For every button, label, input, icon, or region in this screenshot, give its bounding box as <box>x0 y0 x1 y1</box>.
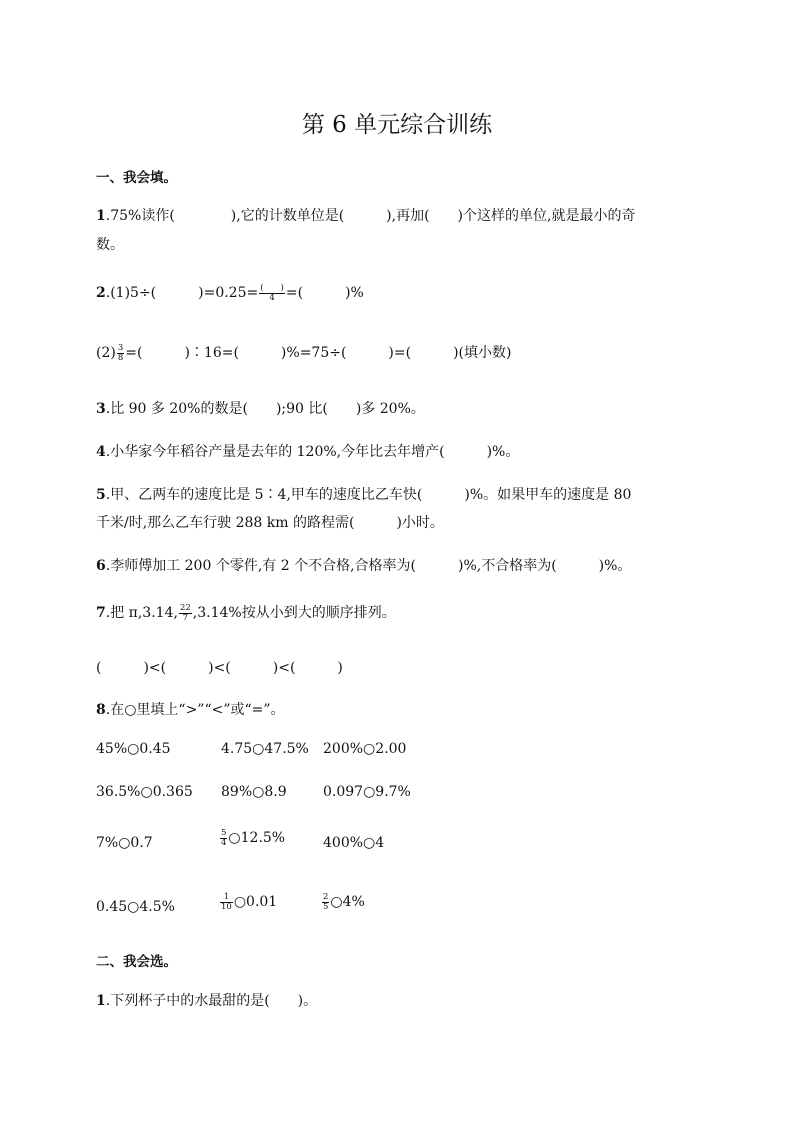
comparison-item: 4.75○47.5% <box>221 741 309 757</box>
question-8 <box>96 699 285 719</box>
section-heading-choose: 二、我会选。 <box>96 954 177 970</box>
fraction-numerator: 3 <box>117 343 124 353</box>
comparison-item <box>219 893 277 911</box>
fraction-numerator: ( ) <box>260 283 284 293</box>
question-5-line-2: 千米/时,那么乙车行驶 288 km 的路程需( )小时。 <box>96 515 444 531</box>
fraction <box>179 604 192 622</box>
comparison-item: 200%○2.00 <box>323 741 407 757</box>
comparison-text: ○4% <box>330 894 365 910</box>
question-text: ,3.14%按从小到大的顺序排列。 <box>192 605 396 621</box>
question-1-line-2: 数。 <box>96 237 124 253</box>
question-text: .甲、乙两车的速度比是 5∶4,甲车的速度比乙车快( )%。如果甲车的速度是 80 <box>105 487 632 503</box>
comparison-item: 0.45○4.5% <box>96 899 175 915</box>
question-text: .李师傅加工 200 个零件,有 2 个不合格,合格率为( )%,不合格率为( )%。 <box>105 558 632 574</box>
question-number: 5 <box>96 487 106 503</box>
question-number: 3 <box>96 401 106 417</box>
fraction-denominator: 4 <box>269 292 275 303</box>
fraction <box>259 284 285 302</box>
question-2-part-2 <box>96 342 511 362</box>
question-number: 4 <box>96 444 106 460</box>
question-3 <box>96 398 425 418</box>
question-number: 7 <box>96 605 106 621</box>
question-text: =( )% <box>285 285 364 301</box>
question-5-line-1 <box>96 484 631 504</box>
fraction-denominator: 5 <box>323 901 329 912</box>
question-text: .(1)5÷( )=0.25= <box>105 285 259 301</box>
question-6 <box>96 555 631 575</box>
fraction-denominator: 10 <box>221 901 232 912</box>
fraction <box>220 829 227 847</box>
fraction-numerator: 2 <box>323 892 329 902</box>
question-number: 6 <box>96 558 106 574</box>
comparison-text: ○12.5% <box>228 830 286 846</box>
question-1-line-1 <box>96 205 635 225</box>
question-7 <box>96 602 396 622</box>
question-text: .小华家今年稻谷产量是去年的 120%,今年比去年增产( )%。 <box>105 444 520 460</box>
fraction-numerator: 5 <box>221 828 227 838</box>
fraction <box>117 344 124 362</box>
page-title: 第 6 单元综合训练 <box>301 112 493 138</box>
question-2-part-1 <box>96 282 364 302</box>
question-4 <box>96 441 519 461</box>
comparison-item <box>321 893 365 911</box>
question-text: .把 π,3.14, <box>105 605 178 621</box>
question-text: =( )∶16=( )%=75÷( )=( )(填小数) <box>125 345 512 361</box>
question-text: (2) <box>96 345 116 361</box>
question-7-answer-line: ( )<( )<( )<( ) <box>96 660 343 676</box>
question-number: 8 <box>96 702 106 718</box>
question-number: 1 <box>96 993 106 1009</box>
fraction <box>322 893 329 911</box>
section-heading-fill: 一、我会填。 <box>96 170 177 186</box>
comparison-item: 89%○8.9 <box>221 784 287 800</box>
question-number: 2 <box>96 285 106 301</box>
comparison-item: 45%○0.45 <box>96 741 171 757</box>
question-text: .75%读作( ),它的计数单位是( ),再加( )个这样的单位,就是最小的奇 <box>105 208 636 224</box>
question-number: 1 <box>96 208 106 224</box>
fraction-denominator: 7 <box>182 612 189 623</box>
comparison-item: 7%○0.7 <box>96 835 153 851</box>
fraction-denominator: 8 <box>117 352 124 363</box>
comparison-item <box>219 829 285 847</box>
question-text: .比 90 多 20%的数是( );90 比( )多 20%。 <box>105 401 425 417</box>
fraction <box>220 893 233 911</box>
comparison-item: 400%○4 <box>323 835 385 851</box>
fraction-numerator: 22 <box>179 603 191 613</box>
question-text: .下列杯子中的水最甜的是( )。 <box>105 993 318 1009</box>
comparison-text: ○0.01 <box>233 894 278 910</box>
fraction-denominator: 4 <box>221 837 227 848</box>
section-2-question-1 <box>96 990 317 1010</box>
comparison-item: 36.5%○0.365 <box>96 784 193 800</box>
comparison-item: 0.097○9.7% <box>323 784 411 800</box>
question-text: .在○里填上“>”“<”或“=”。 <box>105 702 285 718</box>
fraction-numerator: 1 <box>220 893 233 903</box>
